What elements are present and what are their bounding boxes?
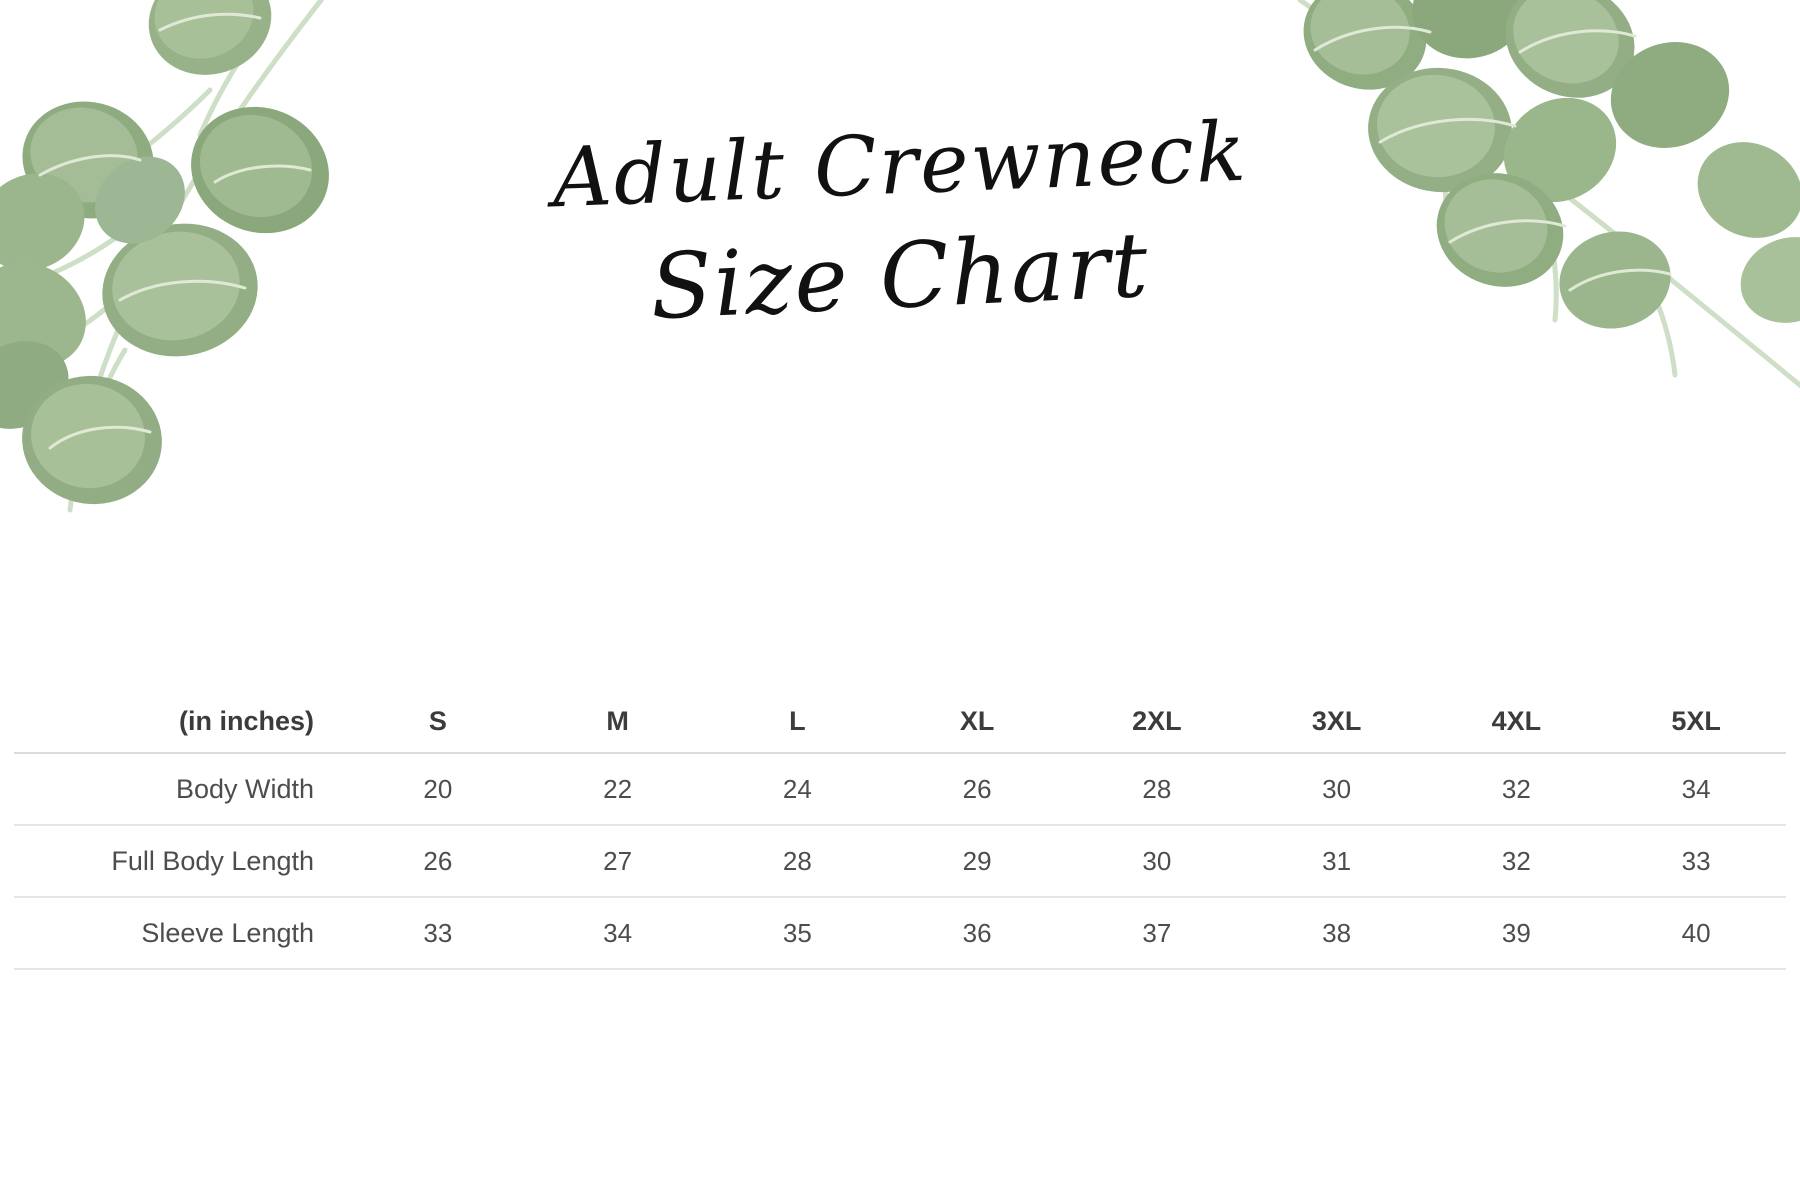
cell-sleeve-length-l: 35: [782, 917, 812, 948]
page-title: [0, 104, 1800, 341]
unit-label: (in inches): [178, 705, 314, 736]
title-line-2: Size Chart: [648, 212, 1152, 341]
column-header-4xl: 4XL: [1491, 705, 1542, 736]
cell-body-width-3xl: 30: [1322, 773, 1352, 804]
cell-full-body-length-5xl: 33: [1681, 845, 1711, 876]
cell-sleeve-length-3xl: 38: [1322, 917, 1352, 948]
column-header-l: L: [789, 705, 806, 736]
row-label-body-width: Body Width: [175, 773, 314, 804]
table-row: [14, 753, 1786, 825]
column-header-5xl: 5XL: [1671, 705, 1721, 736]
column-header-3xl: 3XL: [1311, 705, 1362, 736]
cell-full-body-length-xl: 29: [962, 845, 992, 876]
cell-sleeve-length-s: 33: [423, 917, 453, 948]
cell-full-body-length-m: 27: [603, 845, 633, 876]
cell-sleeve-length-2xl: 37: [1142, 917, 1172, 948]
size-chart: [14, 690, 1786, 970]
table-row: [14, 825, 1786, 897]
title-line-1: Adult Crewneck: [550, 104, 1250, 227]
column-header-xl: XL: [959, 705, 995, 736]
cell-body-width-5xl: 34: [1681, 773, 1711, 804]
cell-full-body-length-l: 28: [782, 845, 812, 876]
cell-body-width-4xl: 32: [1501, 773, 1531, 804]
size-chart-table: [14, 690, 1786, 970]
row-label-full-body-length: Full Body Length: [111, 845, 314, 876]
cell-sleeve-length-4xl: 39: [1501, 917, 1531, 948]
cell-full-body-length-3xl: 31: [1322, 845, 1352, 876]
cell-body-width-l: 24: [782, 773, 812, 804]
cell-sleeve-length-m: 34: [603, 917, 633, 948]
column-header-m: M: [606, 705, 629, 736]
size-chart-header: [14, 690, 1786, 753]
column-header-s: S: [428, 705, 447, 736]
column-header-2xl: 2XL: [1132, 705, 1182, 736]
cell-body-width-s: 20: [423, 773, 453, 804]
size-chart-body: [14, 753, 1786, 969]
cell-body-width-2xl: 28: [1142, 773, 1172, 804]
table-header-row: [14, 690, 1786, 753]
cell-body-width-xl: 26: [962, 773, 992, 804]
table-row: [14, 897, 1786, 969]
cell-body-width-m: 22: [603, 773, 633, 804]
cell-sleeve-length-5xl: 40: [1681, 917, 1711, 948]
row-label-sleeve-length: Sleeve Length: [141, 917, 314, 948]
cell-sleeve-length-xl: 36: [962, 917, 992, 948]
cell-full-body-length-s: 26: [423, 845, 453, 876]
cell-full-body-length-4xl: 32: [1501, 845, 1531, 876]
cell-full-body-length-2xl: 30: [1142, 845, 1172, 876]
